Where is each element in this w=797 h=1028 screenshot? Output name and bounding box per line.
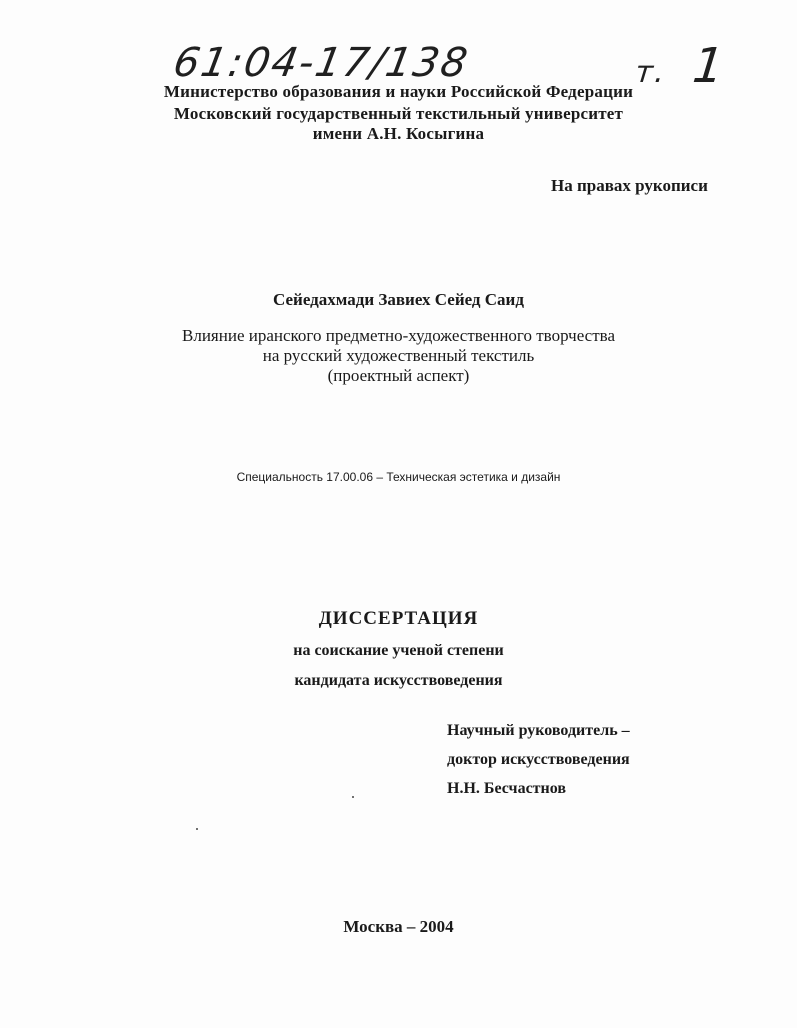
handwritten-archive-code: 61:04-17/138 [169, 40, 473, 86]
volume-label: т. [633, 55, 669, 90]
scan-speck [196, 828, 198, 830]
specialty-line: Специальность 17.00.06 – Техническая эстетика и дизайн [236, 470, 561, 484]
named-after-line: имени А.Н. Косыгина [312, 124, 485, 143]
scan-speck [352, 796, 354, 798]
title-line-3: (проектный аспект) [327, 366, 470, 385]
manuscript-note: На правах рукописи [551, 176, 708, 195]
title-line-1: Влияние иранского предметно-художественного творчества [182, 326, 615, 345]
document-type: ДИССЕРТАЦИЯ [318, 608, 479, 629]
degree-line-2: кандидата искусствоведения [294, 672, 503, 689]
volume-number: 1 [690, 38, 729, 94]
supervisor-rank: доктор искусствоведения [447, 751, 630, 768]
university-line: Московский государственный текстильный университет [173, 104, 624, 123]
place-year: Москва – 2004 [343, 917, 454, 936]
author-name: Сейедахмади Завиех Сейед Саид [273, 290, 524, 309]
degree-line-1: на соискание ученой степени [293, 642, 504, 659]
ministry-line: Министерство образования и науки Российской Федерации [163, 82, 634, 101]
title-line-2: на русский художественный текстиль [262, 346, 535, 365]
supervisor-name: Н.Н. Бесчастнов [447, 780, 566, 797]
supervisor-role: Научный руководитель – [447, 722, 630, 739]
